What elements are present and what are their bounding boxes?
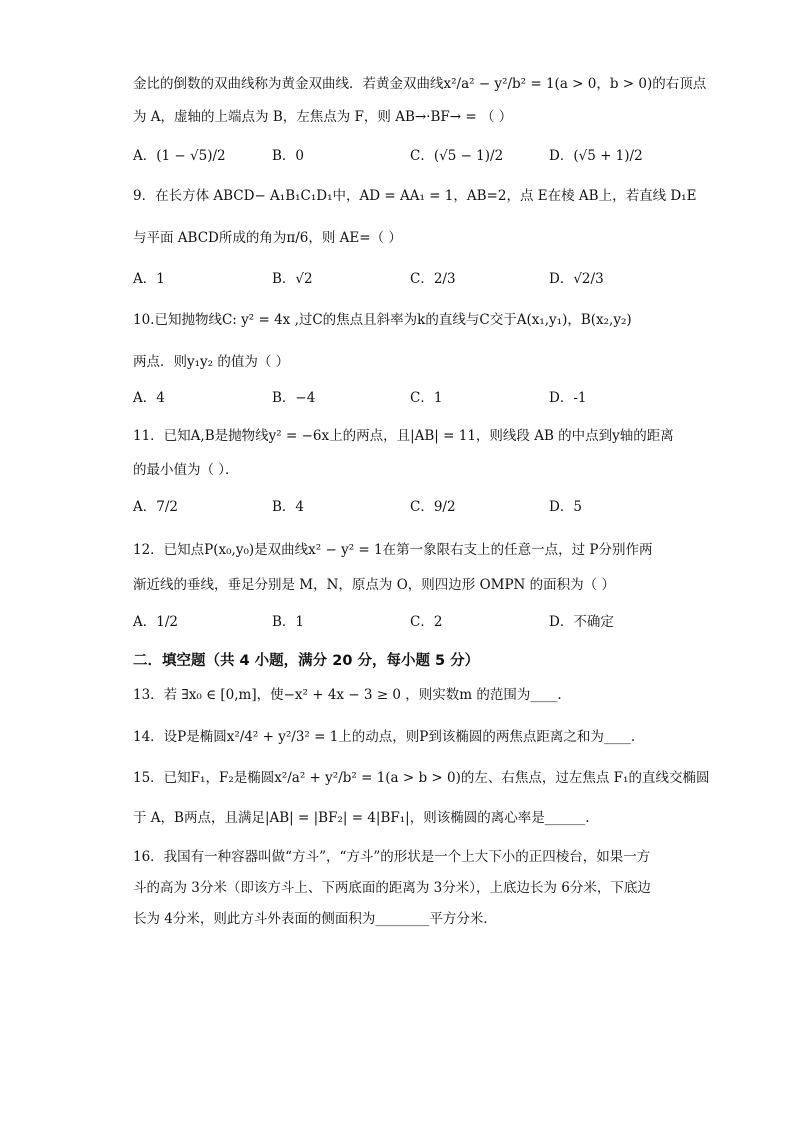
q9-option-d: D．√2/3 <box>549 271 604 287</box>
q9-option-c: C．2/3 <box>410 271 456 287</box>
q12-option-a: A．1/2 <box>133 614 178 630</box>
q8-option-b: B．0 <box>272 148 305 164</box>
q9-option-a: A．1 <box>133 271 165 287</box>
q16-line3: 长为 4分米，则此方斗外表面的侧面积为________平方分米． <box>133 911 497 927</box>
q10-line1: 10.已知抛物线C: y² = 4x ,过C的焦点且斜率为k的直线与C交于A(x₁,y₁)，B(x₂,y₂) <box>133 312 632 328</box>
q8-line1: 金比的倒数的双曲线称为黄金双曲线．若黄金双曲线x²/a² − y²/b² = 1(a > 0，b > 0)的右顶点 <box>133 76 707 92</box>
section-heading: 二．填空题（共 4 小题，满分 20 分，每小题 5 分） <box>133 653 480 669</box>
q10-line2: 两点．则y₁y₂ 的值为（ ） <box>133 354 290 370</box>
q16-line1: 16．我国有一种容器叫做“方斗”，“方斗”的形状是一个上大下小的正四棱台，如果一方 <box>133 849 651 865</box>
q11-option-b: B．4 <box>272 499 305 515</box>
q15-line2: 于 A，B两点，且满足|AB| = |BF₂| = 4|BF₁|，则该椭圆的离心率是______. <box>133 810 590 826</box>
q11-option-c: C．9/2 <box>410 499 456 515</box>
q8-option-d: D．(√5 + 1)/2 <box>549 148 643 164</box>
q12-option-d: D．不确定 <box>549 614 614 630</box>
q8-option-c: C．(√5 − 1)/2 <box>410 148 504 164</box>
q11-line1: 11．已知A,B是抛物线y² = −6x上的两点，且|AB| = 11，则线段 AB 的中点到y轴的距离 <box>133 428 674 444</box>
q10-option-a: A．4 <box>133 390 165 406</box>
q9-option-b: B．√2 <box>272 271 313 287</box>
q9-line2: 与平面 ABCD所成的角为π/6，则 AE=（ ） <box>133 230 402 246</box>
q9-line1: 9．在长方体 ABCD− A₁B₁C₁D₁中，AD = AA₁ = 1，AB=2，点 E在棱 AB上，若直线 D₁E <box>133 188 697 204</box>
q8-line2: 为 A，虚轴的上端点为 B，左焦点为 F，则 AB→·BF→ = （ ） <box>133 109 513 125</box>
q13-line: 13．若 ∃x₀ ∈ [0,m]，使−x² + 4x − 3 ≥ 0 ，则实数m 的范围为____. <box>133 687 562 703</box>
q12-line1: 12．已知点P(x₀,y₀)是双曲线x² − y² = 1在第一象限右支上的任意一点，过 P分别作两 <box>133 542 653 558</box>
q11-option-a: A．7/2 <box>133 499 178 515</box>
q11-line2: 的最小值为（ ）． <box>133 462 239 478</box>
q16-line2: 斗的高为 3分米（即该方斗上、下两底面的距离为 3分米），上底边长为 6分米，下底边 <box>133 880 651 896</box>
q12-line2: 渐近线的垂线，垂足分别是 M，N，原点为 O，则四边形 OMPN 的面积为（ ） <box>133 577 615 593</box>
q8-option-a: A．(1 − √5)/2 <box>133 148 226 164</box>
q15-line1: 15．已知F₁，F₂是椭圆x²/a² + y²/b² = 1(a > b > 0)的左、右焦点，过左焦点 F₁的直线交椭圆 <box>133 770 710 786</box>
q10-option-d: D．-1 <box>549 390 587 406</box>
q12-option-c: C．2 <box>410 614 443 630</box>
q10-option-c: C．1 <box>410 390 443 406</box>
q12-option-b: B．1 <box>272 614 305 630</box>
q14-line: 14．设P是椭圆x²/4² + y²/3² = 1上的动点，则P到该椭圆的两焦点距离之和为____. <box>133 729 636 745</box>
q11-option-d: D．5 <box>549 499 582 515</box>
q10-option-b: B．−4 <box>272 390 316 406</box>
